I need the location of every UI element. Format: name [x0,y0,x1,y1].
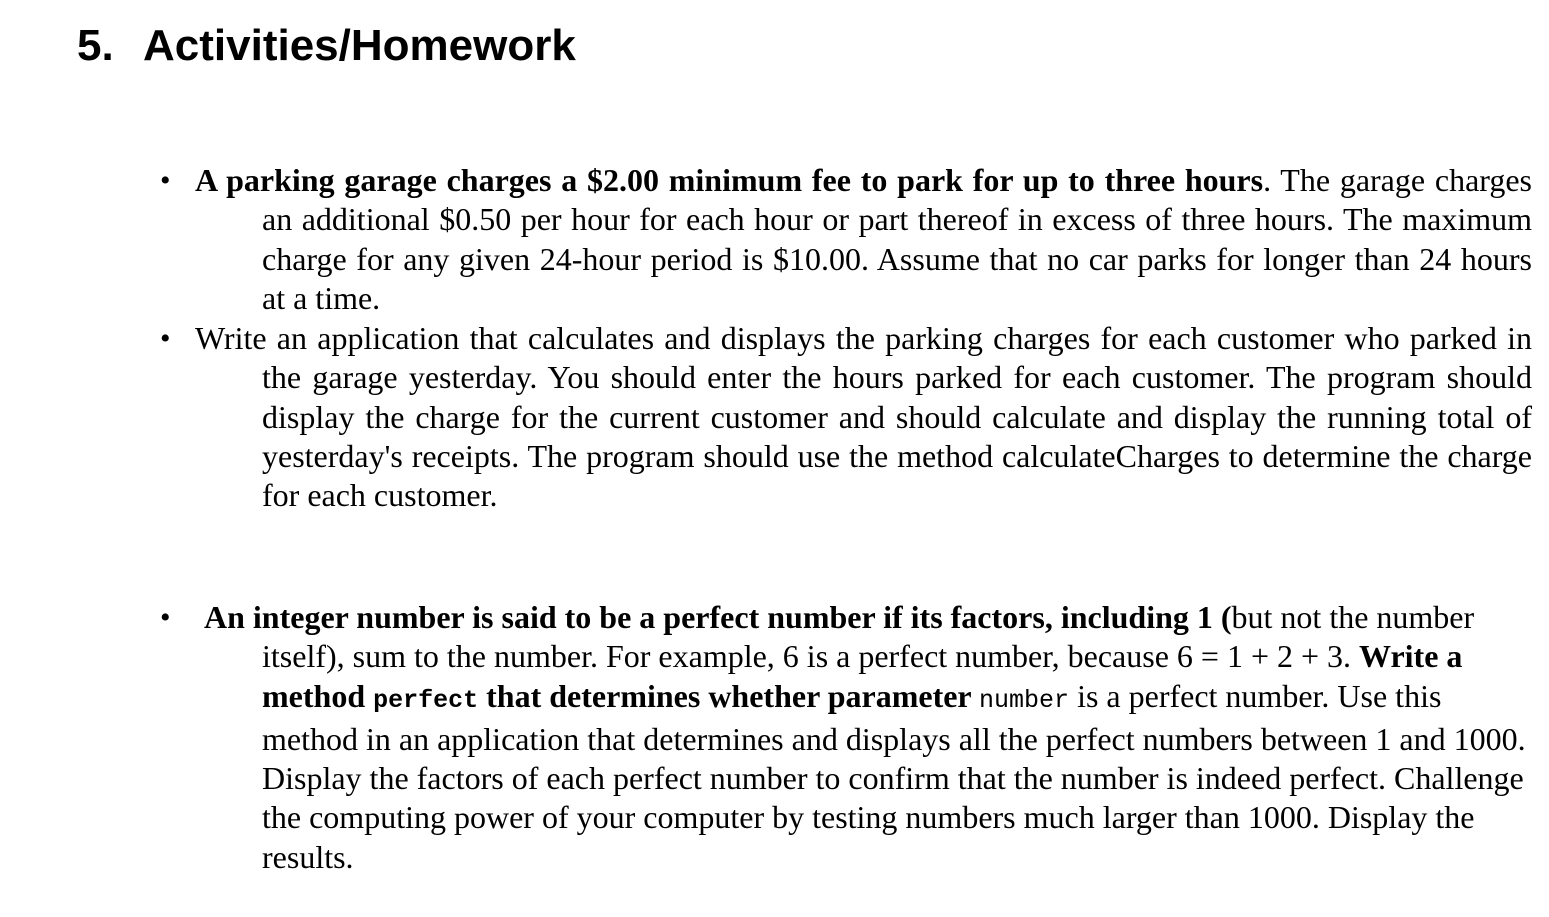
bullet-text [160,161,1532,318]
bullet-perfect-number [160,598,1532,877]
bullet-text [160,598,1532,877]
bullet-bold-lead: An integer number is said to be a perfect number if its factors, including 1 ( [204,599,1232,635]
bullet-parking-garage-fees [160,161,1532,318]
bullet-icon: • [160,322,171,355]
bullet-bold-write-method: Write a method [262,638,1463,714]
bullet-icon: • [160,164,171,197]
bullet-text: Write an application that calculates and displays the parking charges for each customer who parked in the garage yesterday. You should enter the hours parked for each customer. The program should display the charge for the current customer and should calculate and display the running total of yesterday's receipts. The program should use the method calculateCharges to determine the charge for each customer. [195,320,1532,514]
bullet-body-text: . The garage charges an additional $0.50 per hour for each hour or part thereof in excess of three hours. The maximum charge for any given 24-hour period is $10.00. Assume that no car parks for longer than 24 hours at a time. [262,162,1533,316]
bullet-body-text: but not the number itself), sum to the number. For example, 6 is a perfect number, because 6 = 1 + 2 + 3. [262,599,1475,675]
code-parameter-name: number [979,685,1070,715]
bullet-icon: • [160,601,171,634]
section-heading [77,18,576,74]
bullet-body-text-2: is a perfect number. Use this method in an application that determines and displays all the perfect numbers between 1 and 1000. Display the factors of each perfect number to confirm that the number is indeed perfect. Challenge the computing power of your computer by testing numbers much larger than 1000. Display the results. [262,677,1526,875]
bullet-bold-lead: A parking garage charges a $2.00 minimum fee to park for up to three hours [195,162,1264,198]
code-method-name: perfect [373,685,479,715]
section-title: Activities/Homework [143,21,576,70]
bullet-bold-determines: that determines whether parameter [478,677,980,714]
bullet-parking-application [160,319,1532,515]
section-number: 5. [77,21,114,70]
